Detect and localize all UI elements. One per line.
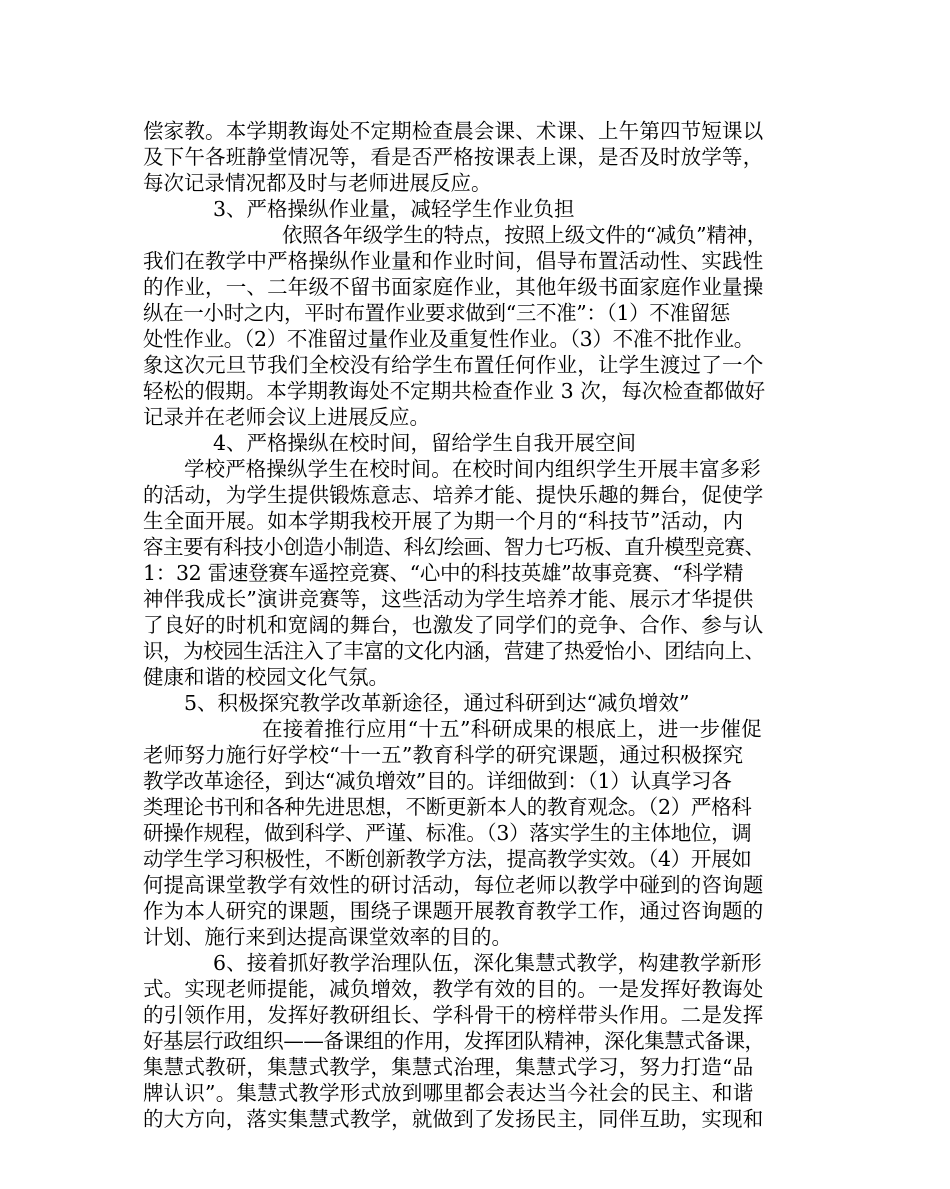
text-line: 神伴我成长”演讲竞赛等，这些活动为学生培养才能、展示才华提供 xyxy=(143,587,754,611)
text-line: 好基层行政组织——备课组的作用，发挥团队精神，深化集慧式备课， xyxy=(143,1029,765,1053)
section-heading-5: 5、积极探究教学改革新途径，通过科研到达“减负增效” xyxy=(184,691,690,715)
text-line: 生全面开展。如本学期我校开展了为期一个月的“科技节”活动，内 xyxy=(143,509,744,533)
text-line: 教学改革途径，到达“减负增效”目的。详细做到：（1）认真学习各 xyxy=(143,769,732,793)
text-line: 的作业，一、二年级不留书面家庭作业，其他年级书面家庭作业量操 xyxy=(143,275,764,299)
text-line: 纵在一小时之内，平时布置作业要求做到“三不准”：（1）不准留惩 xyxy=(143,301,730,325)
text-line: 偿家教。本学期教诲处不定期检查晨会课、术课、上午第四节短课以 xyxy=(143,119,764,143)
text-line: 我们在教学中严格操纵作业量和作业时间，倡导布置活动性、实践性 xyxy=(143,249,764,273)
section-heading-3: 3、严格操纵作业量，减轻学生作业负担 xyxy=(213,197,575,221)
text-line: 及下午各班静堂情况等，看是否严格按课表上课，是否及时放学等， xyxy=(143,145,764,169)
section-heading-4: 4、严格操纵在校时间，留给学生自我开展空间 xyxy=(213,431,637,455)
text-line: 1：32 雷速登赛车遥控竞赛、“心中的科技英雄”故事竞赛、“科学精 xyxy=(143,561,744,585)
section-heading-6: 6、接着抓好教学治理队伍，深化集慧式教学，构建教学新形 xyxy=(213,951,762,975)
text-line: 依照各年级学生的特点，按照上级文件的“减负”精神， xyxy=(282,223,767,247)
text-line: 式。实现老师提能，减负增效，教学有效的目的。一是发挥好教诲处 xyxy=(143,977,764,1001)
text-line: 每次记录情况都及时与老师进展反应。 xyxy=(143,171,492,195)
text-line: 的活动，为学生提供锻炼意志、培养才能、提快乐趣的舞台，促使学 xyxy=(143,483,764,507)
text-line: 在接着推行应用“十五”科研成果的根底上，进一步催促 xyxy=(262,717,762,741)
text-line: 象这次元旦节我们全校没有给学生布置任何作业，让学生渡过了一个 xyxy=(143,353,764,377)
text-line: 牌认识”。集慧式教学形式放到哪里都会表达当今社会的民主、和谐 xyxy=(143,1081,754,1105)
text-line: 处性作业。（2）不准留过量作业及重复性作业。（3）不准不批作业。 xyxy=(143,327,754,351)
text-line: 类理论书刊和各种先进思想，不断更新本人的教育观念。（2）严格科 xyxy=(143,795,752,819)
text-line: 研操作规程，做到科学、严谨、标准。（3）落实学生的主体地位，调 xyxy=(143,821,752,845)
text-line: 容主要有科技小创造小制造、科幻绘画、智力七巧板、直升模型竞赛、 xyxy=(143,535,765,559)
text-line: 健康和谐的校园文化气氛。 xyxy=(143,665,389,689)
text-line: 的引领作用，发挥好教研组长、学科骨干的榜样带头作用。二是发挥 xyxy=(143,1003,764,1027)
text-line: 识，为校园生活注入了丰富的文化内涵，营建了热爱怡小、团结向上、 xyxy=(143,639,765,663)
text-line: 记录并在老师会议上进展反应。 xyxy=(143,405,430,429)
text-line: 何提高课堂教学有效性的研讨活动，每位老师以教学中碰到的咨询题 xyxy=(143,873,764,897)
text-line: 动学生学习积极性，不断创新教学方法，提高教学实效。（4）开展如 xyxy=(143,847,752,871)
text-line: 学校严格操纵学生在校时间。在校时间内组织学生开展丰富多彩 xyxy=(184,457,761,481)
text-line: 了良好的时机和宽阔的舞台，也激发了同学们的竞争、合作、参与认 xyxy=(143,613,764,637)
text-line: 轻松的假期。本学期教诲处不定期共检查作业 3 次，每次检查都做好 xyxy=(143,379,766,403)
text-line: 作为本人研究的课题，围绕子课题开展教育教学工作，通过咨询题的 xyxy=(143,899,764,923)
text-line: 的大方向，落实集慧式教学，就做到了发扬民主，同伴互助，实现和 xyxy=(143,1107,764,1131)
text-line: 计划、施行来到达提高课堂效率的目的。 xyxy=(143,925,512,949)
text-line: 老师努力施行好学校“十一五”教育科学的研究课题，通过积极探究 xyxy=(143,743,744,767)
text-line: 集慧式教研，集慧式教学，集慧式治理，集慧式学习，努力打造“品 xyxy=(143,1055,754,1079)
